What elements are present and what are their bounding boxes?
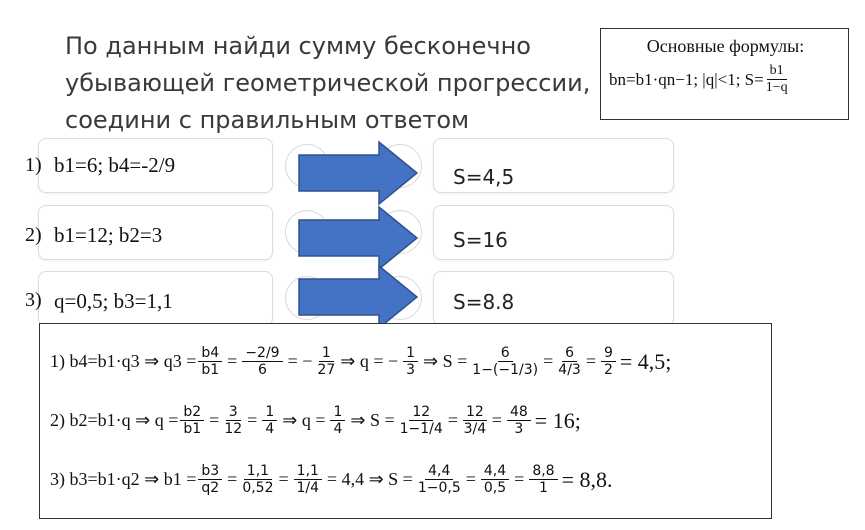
s1-frac7: [601, 345, 616, 378]
solution-line-3: [50, 450, 761, 509]
s1-frac4: [403, 345, 418, 378]
formulas-title: Основные формулы:: [646, 36, 805, 56]
s1-f6n: 6: [562, 345, 577, 362]
s1-f4d: 3: [406, 362, 416, 378]
s3-f3d: 1/4: [296, 480, 320, 496]
s2-f3n: 1: [262, 404, 277, 421]
s3-lead: 3) b3=b1·q2 ⇒ b1 =: [50, 469, 197, 489]
s3-t1: = 4,4 ⇒ S =: [326, 469, 413, 489]
s1-t1: = −: [287, 351, 313, 371]
s3-frac2: [242, 463, 273, 496]
s2-frac4: [330, 404, 345, 437]
match-arrow-2-icon: [297, 205, 421, 271]
s2-frac5: [400, 404, 443, 437]
s3-f5d: 0,5: [483, 480, 507, 496]
formulas-text: bn=b1·qn−1; |q|<1; S=: [609, 69, 764, 89]
row-number-2: 2): [25, 224, 42, 246]
s3-f4n: 4,4: [425, 463, 453, 480]
s2-f1n: b2: [180, 404, 204, 421]
s2-f5d: 1−1/4: [399, 421, 443, 437]
solution-line-1: [50, 332, 761, 391]
s1-t2: ⇒ q = −: [340, 351, 399, 371]
left-item-3-text: q=0,5; b3=1,1: [54, 289, 173, 313]
match-arrow-1-icon: [297, 140, 421, 206]
equals: =: [227, 469, 238, 489]
sum-formula-denominator: 1−q: [765, 80, 788, 95]
s1-f6d: 4/3: [558, 362, 581, 378]
s3-f3n: 1,1: [294, 463, 322, 480]
s1-f3n: 1: [319, 345, 334, 362]
s3-frac6: [529, 463, 557, 496]
s1-frac2: [242, 345, 282, 378]
row-number-3: 3): [25, 289, 42, 311]
s3-frac5: [481, 463, 509, 496]
s1-f1d: b1: [201, 362, 220, 378]
s1-f5n: 6: [498, 345, 513, 362]
s3-f6n: 8,8: [529, 463, 557, 480]
answer-3-text: S=8.8: [453, 290, 515, 314]
row-number-1: 1): [25, 154, 42, 176]
sum-formula-fraction: [766, 63, 788, 96]
s3-frac4: [418, 463, 461, 496]
answer-2-text: S=16: [453, 228, 508, 252]
s2-f6n: 12: [463, 404, 487, 421]
s2-end: = 16;: [534, 407, 581, 433]
s3-f1n: b3: [198, 463, 222, 480]
solution-line-2: [50, 391, 761, 450]
answer-1-text: S=4,5: [453, 165, 515, 189]
equals: =: [585, 351, 596, 371]
equals: =: [543, 351, 554, 371]
s2-f2n: 3: [226, 404, 241, 421]
s2-frac1: [180, 404, 204, 437]
s1-end: = 4,5;: [619, 348, 672, 374]
equals: =: [447, 410, 458, 430]
s3-f5n: 4,4: [481, 463, 509, 480]
s1-f2n: −2/9: [242, 345, 282, 362]
question-line-2: убывающей геометрической прогрессии,: [65, 69, 591, 97]
equals: =: [247, 410, 258, 430]
s3-f4d: 1−0,5: [417, 480, 461, 496]
s1-frac6: [558, 345, 581, 378]
solution-box: [39, 323, 772, 519]
left-item-1-text: b1=6; b4=-2/9: [54, 153, 176, 177]
formulas-box: [600, 28, 849, 120]
question-text: [65, 28, 625, 139]
s2-frac6: [463, 404, 487, 437]
s2-lead: 2) b2=b1·q ⇒ q =: [50, 410, 179, 430]
s2-f5n: 12: [409, 404, 433, 421]
sum-formula-numerator: b1: [767, 63, 787, 80]
s1-lead: 1) b4=b1·q3 ⇒ q3 =: [50, 351, 197, 371]
equals: =: [278, 469, 289, 489]
s2-t1: ⇒ q =: [282, 410, 326, 430]
s1-t3: ⇒ S =: [423, 351, 468, 371]
equals: =: [465, 469, 476, 489]
left-item-2-text: b1=12; b2=3: [54, 223, 163, 247]
s3-f2n: 1,1: [244, 463, 272, 480]
s3-f1d: q2: [201, 480, 220, 496]
s2-f3d: 4: [265, 421, 275, 437]
s2-t2: ⇒ S =: [350, 410, 395, 430]
s2-frac3: [262, 404, 277, 437]
s3-end: = 8,8.: [561, 466, 613, 492]
s1-f2d: 6: [258, 362, 267, 378]
equals: =: [491, 410, 502, 430]
s2-frac7: [507, 404, 531, 437]
question-line-3: соедини с правильным ответом: [65, 106, 470, 134]
s2-f6d: 3/4: [463, 421, 487, 437]
s1-f7n: 9: [601, 345, 616, 362]
s2-f1d: b1: [183, 421, 202, 437]
s2-f4n: 1: [330, 404, 345, 421]
s3-f6d: 1: [538, 480, 548, 496]
s1-frac5: [472, 345, 538, 378]
s1-f5d: 1−(−1/3): [472, 362, 539, 378]
equals: =: [209, 410, 220, 430]
s2-f7d: 3: [514, 421, 524, 437]
s1-f4n: 1: [403, 345, 418, 362]
s3-frac3: [294, 463, 322, 496]
equals: =: [227, 351, 238, 371]
equals: =: [514, 469, 525, 489]
s1-frac3: [317, 345, 335, 378]
s2-f2d: 12: [224, 421, 243, 437]
question-line-1: По данным найди сумму бесконечно: [65, 32, 531, 60]
s3-frac1: [198, 463, 222, 496]
s1-f1n: b4: [198, 345, 222, 362]
s2-f4d: 4: [333, 421, 343, 437]
match-arrow-3-icon: [297, 264, 421, 330]
s1-f7d: 2: [603, 362, 613, 378]
s2-f7n: 48: [507, 404, 531, 421]
formulas-body: [609, 63, 842, 96]
s1-frac1: [198, 345, 222, 378]
s2-frac2: [224, 404, 242, 437]
s3-f2d: 0,52: [242, 480, 274, 496]
s1-f3d: 27: [317, 362, 336, 378]
